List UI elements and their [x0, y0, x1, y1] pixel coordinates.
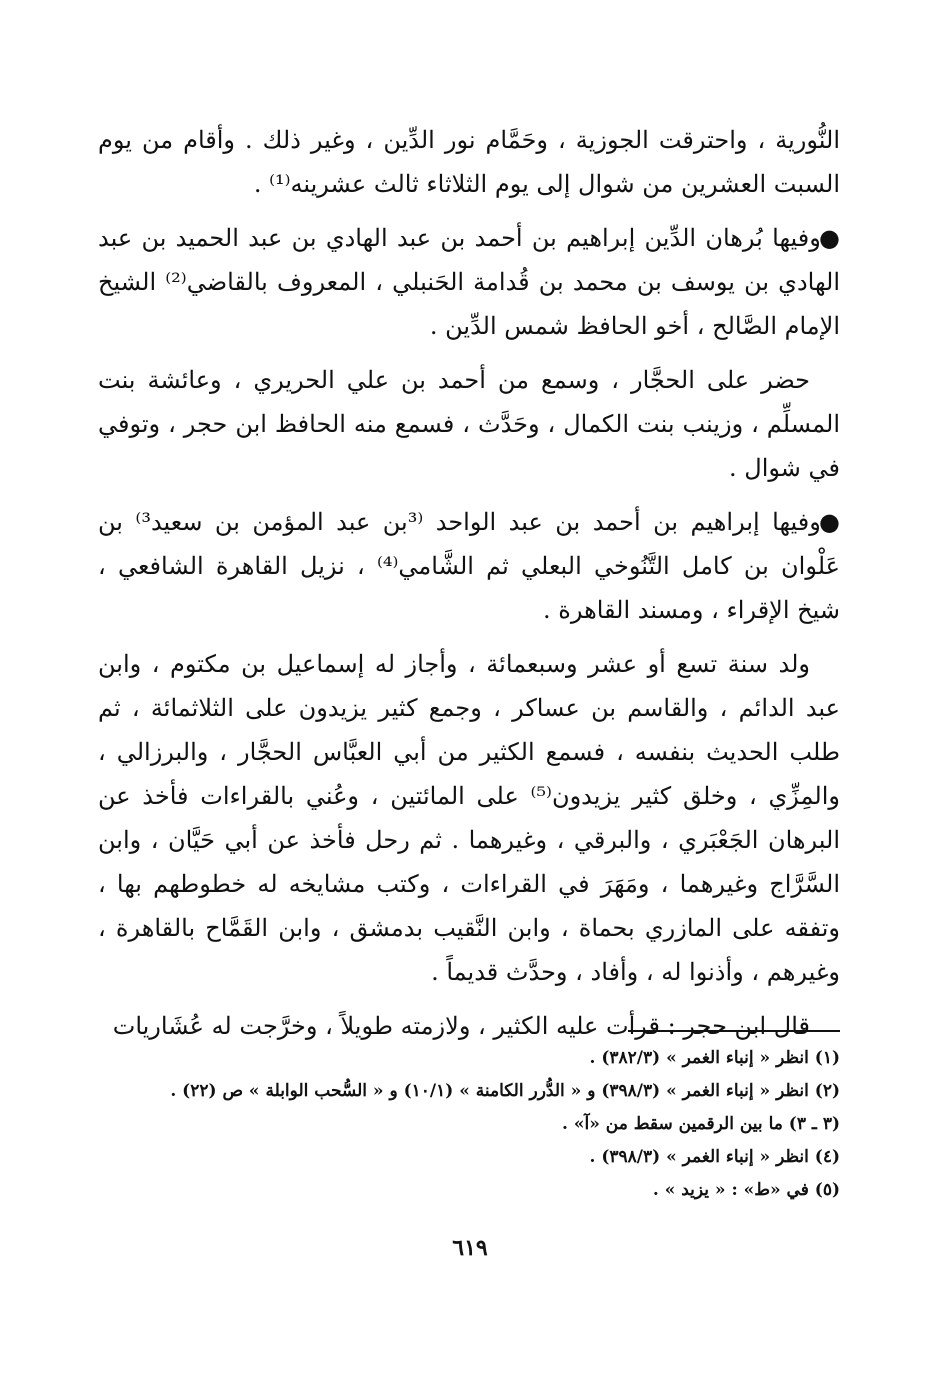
footnote-2: (٢) انظر « إنباء الغمر » (٣٩٨/٣) و « الدُّرر الكامنة » (١٠/١) و « السُّحب الوابلة » ص (٢٢) . — [170, 1081, 840, 1101]
footnotes — [110, 1042, 840, 1207]
paragraph-text: النُّورية ، واحترقت الجوزية ، وحَمَّام نور الدِّين ، وغير ذلك . وأقام من يوم السبت العشرين من شوال إلى يوم الثلاثاء ثالث عشرينه⁽¹⁾ . — [98, 126, 840, 198]
main-text — [98, 118, 840, 1058]
paragraph-4 — [98, 500, 840, 632]
paragraph-text: وفيها بُرهان الدِّين إبراهيم بن أحمد بن عبد الهادي بن عبد الحميد بن عبد الهادي بن يوسف بن محمد بن قُدامة الحَنبلي ، المعروف بالقاضي⁽²⁾ الشيخ الإمام الصَّالح ، أخو الحافظ شمس الدِّين . — [98, 224, 841, 340]
bullet-icon: ● — [819, 508, 840, 536]
paragraph-text: حضر على الحجَّار ، وسمع من أحمد بن علي الحريري ، وعائشة بنت المسلِّم ، وزينب بنت الكمال ، وحَدَّث ، فسمع منه الحافظ ابن حجر ، وتوفي في شوال . — [98, 366, 840, 482]
paragraph-1 — [98, 118, 840, 206]
footnote-1: (١) انظر « إنباء الغمر » (٣٨٢/٣) . — [589, 1048, 840, 1068]
paragraph-3 — [98, 358, 840, 490]
paragraph-2 — [98, 216, 840, 348]
bullet-icon: ● — [819, 224, 840, 252]
paragraph-text: وفيها إبراهيم بن أحمد بن عبد الواحد ⁽³بن عبد المؤمن بن سعيد³⁾ بن عَلْوان بن كامل التَّنُوخي البعلي ثم الشَّامي⁽⁴⁾ ، نزيل القاهرة الشافعي ، شيخ الإقراء ، ومسند القاهرة . — [98, 508, 840, 624]
footnote-divider — [628, 1030, 840, 1032]
paragraph-text: ولد سنة تسع أو عشر وسبعمائة ، وأجاز له إسماعيل بن مكتوم ، وابن عبد الدائم ، والقاسم بن عساكر ، وجمع كثير يزيدون على الثلاثمائة ، ثم طلب الحديث بنفسه ، فسمع الكثير من أبي العبَّاس الحجَّار ، والبرزالي ، والمِزِّي ، وخلق كثير يزيدون⁽⁵⁾ على المائتين ، وعُني بالقراءات فأخذ عن البرهان الجَعْبَري ، والبرقي ، وغيرهما . ثم رحل فأخذ عن أبي حَيَّان ، وابن السَّرَّاج وغيرهما ، ومَهَرَ في القراءات ، وكتب مشايخه له خطوطهم بها ، وتفقه على المازري بحماة ، وابن النَّقيب بدمشق ، وابن القَمَّاح بالقاهرة ، وغيرهم ، وأذنوا له ، وأفاد ، وحدَّث قديماً . — [98, 650, 840, 986]
paragraph-5 — [98, 642, 840, 994]
footnote-4: (٤) انظر « إنباء الغمر » (٣٩٨/٣) . — [589, 1147, 840, 1167]
footnote-3: (٣ ـ ٣) ما بين الرقمين سقط من «آ» . — [562, 1114, 840, 1134]
page-number: ٦١٩ — [452, 1235, 488, 1261]
footnote-5: (٥) في «ط» : « يزيد » . — [652, 1180, 840, 1200]
paragraph-text: قال ابن حجر : قرأت عليه الكثير ، ولازمته طويلاً ، وخرَّجت له عُشَاريات — [112, 1012, 810, 1040]
